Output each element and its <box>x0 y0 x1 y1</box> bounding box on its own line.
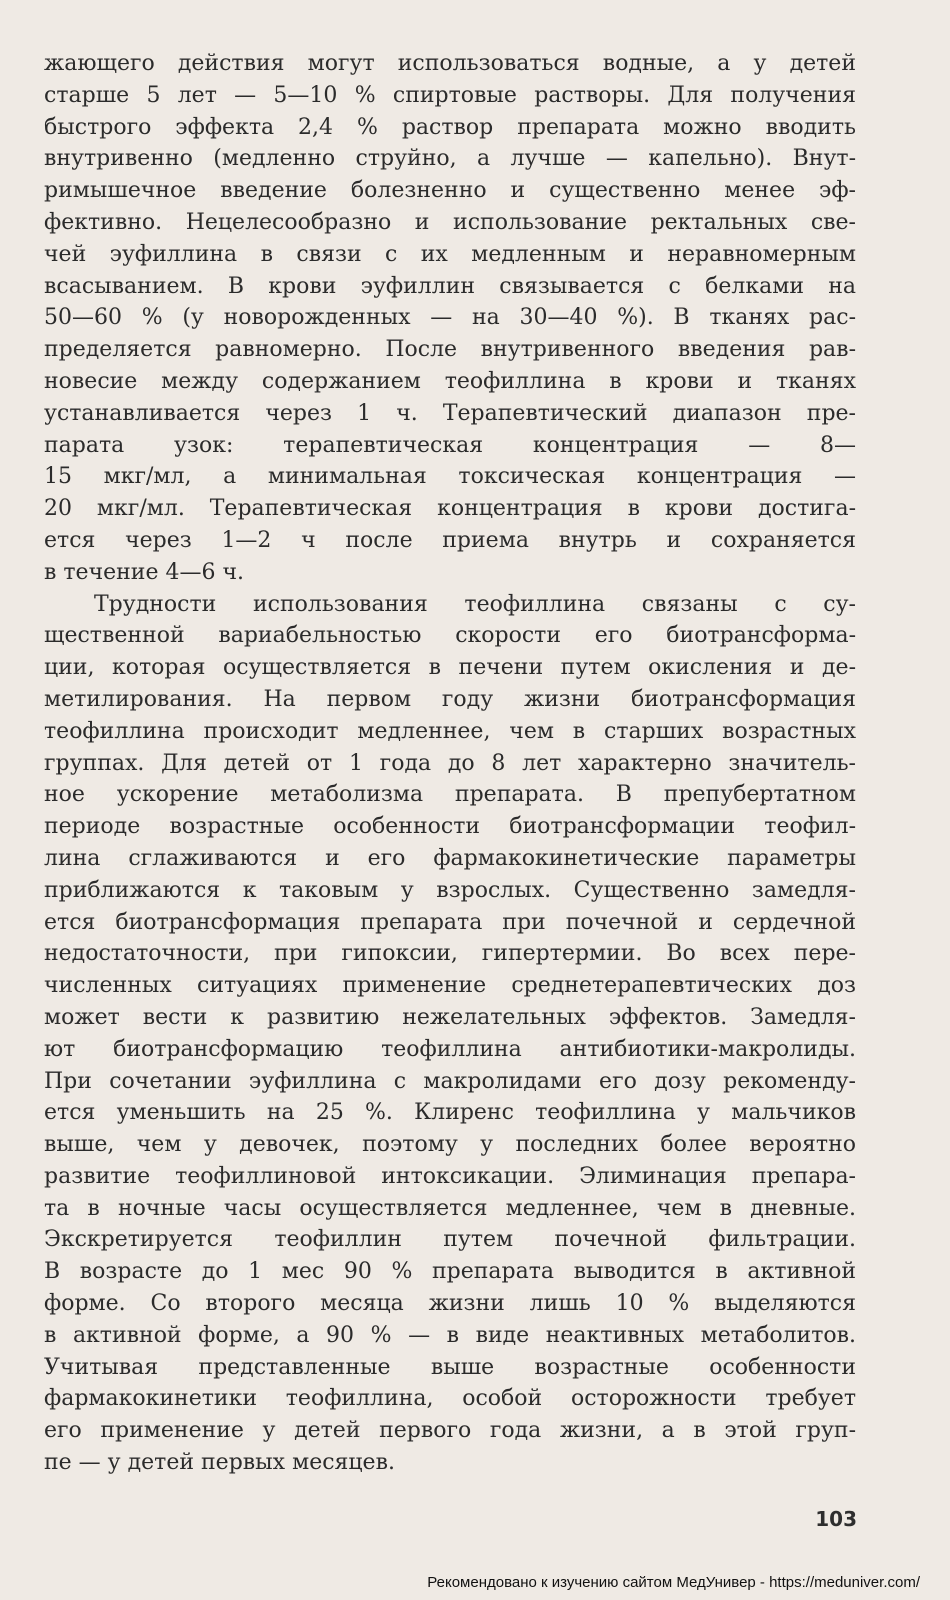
text-line: может вести к развитию нежелательных эффектов. Замедля- <box>44 1004 856 1030</box>
text-line: недостаточности, при гипоксии, гипертермии. Во всех пере- <box>44 941 856 967</box>
text-line: численных ситуациях применение среднетерапевтических доз <box>44 973 856 999</box>
text-line: форме. Со второго месяца жизни лишь 10 % выделяются <box>44 1291 856 1317</box>
text-line: быстрого эффекта 2,4 % раствор препарата можно вводить <box>44 114 856 140</box>
text-line: В возрасте до 1 мес 90 % препарата выводится в активной <box>44 1259 856 1285</box>
text-line: пе — у детей первых месяцев. <box>44 1450 395 1476</box>
text-line: Трудности использования теофиллина связаны с су- <box>94 591 856 617</box>
text-line: ется через 1—2 ч после приема внутрь и сохраняется <box>44 527 856 553</box>
text-line: пределяется равномерно. После внутривенного введения рав- <box>44 337 856 363</box>
text-line: старше 5 лет — 5—10 % спиртовые растворы. Для получения <box>44 82 856 108</box>
text-line: щественной вариабельностью скорости его биотрансформа- <box>44 623 856 649</box>
text-line: метилирования. На первом году жизни биотрансформация <box>44 686 856 712</box>
text-line: парата узок: терапевтическая концентрация — 8— <box>44 432 856 458</box>
paragraph-1 <box>44 48 856 589</box>
text-line: в течение 4—6 ч. <box>44 559 244 585</box>
text-line: Учитывая представленные выше возрастные особенности <box>44 1354 856 1380</box>
body-text <box>44 48 856 1479</box>
text-line: его применение у детей первого года жизни, а в этой груп- <box>44 1418 856 1444</box>
text-line: ется уменьшить на 25 %. Клиренс теофиллина у мальчиков <box>44 1100 856 1126</box>
text-line: римышечное введение болезненно и существенно менее эф- <box>44 178 856 204</box>
text-line: 50—60 % (у новорожденных — на 30—40 %). В тканях рас- <box>44 305 856 331</box>
text-line: фективно. Нецелесообразно и использование ректальных све- <box>44 209 856 235</box>
page-number: 103 <box>815 1507 857 1531</box>
text-line: ется биотрансформация препарата при почечной и сердечной <box>44 909 856 935</box>
text-line: приближаются к таковым у взрослых. Существенно замедля- <box>44 877 856 903</box>
text-line: выше, чем у девочек, поэтому у последних более вероятно <box>44 1132 856 1158</box>
text-line: новесие между содержанием теофиллина в крови и тканях <box>44 368 856 394</box>
text-line: лина сглаживаются и его фармакокинетические параметры <box>44 845 856 871</box>
text-line: группах. Для детей от 1 года до 8 лет характерно значитель- <box>44 750 856 776</box>
text-line: ции, которая осуществляется в печени путем окисления и де- <box>44 655 856 681</box>
text-line: периоде возрастные особенности биотрансформации теофил- <box>44 814 856 840</box>
text-line: жающего действия могут использоваться водные, а у детей <box>44 51 856 76</box>
text-line: При сочетании эуфиллина с макролидами его дозу рекоменду- <box>44 1068 856 1094</box>
text-line: всасыванием. В крови эуфиллин связывается с белками на <box>44 273 856 299</box>
text-line: устанавливается через 1 ч. Терапевтический диапазон пре- <box>44 400 856 426</box>
text-line: в активной форме, а 90 % — в виде неактивных метаболитов. <box>44 1322 856 1348</box>
text-line: внутривенно (медленно струйно, а лучше — капельно). Внут- <box>44 146 856 172</box>
paragraph-2 <box>44 589 856 1479</box>
text-line: Экскретируется теофиллин путем почечной фильтрации. <box>44 1227 856 1253</box>
text-line: та в ночные часы осуществляется медленнее, чем в дневные. <box>44 1195 856 1221</box>
text-line: чей эуфиллина в связи с их медленным и неравномерным <box>44 241 856 267</box>
text-line: 15 мкг/мл, а минимальная токсическая концентрация — <box>44 464 856 490</box>
text-line: теофиллина происходит медленнее, чем в старших возрастных <box>44 718 856 744</box>
footer-source-note: Рекомендовано к изучению сайтом МедУнивер - https://meduniver.com/ <box>427 1574 920 1591</box>
text-line: развитие теофиллиновой интоксикации. Элиминация препара- <box>44 1163 856 1189</box>
text-line: ное ускорение метаболизма препарата. В препубертатном <box>44 782 856 808</box>
text-line: 20 мкг/мл. Терапевтическая концентрация в крови достига- <box>44 496 856 522</box>
text-line: фармакокинетики теофиллина, особой осторожности требует <box>44 1386 856 1412</box>
text-line: ют биотрансформацию теофиллина антибиотики-макролиды. <box>44 1036 856 1062</box>
